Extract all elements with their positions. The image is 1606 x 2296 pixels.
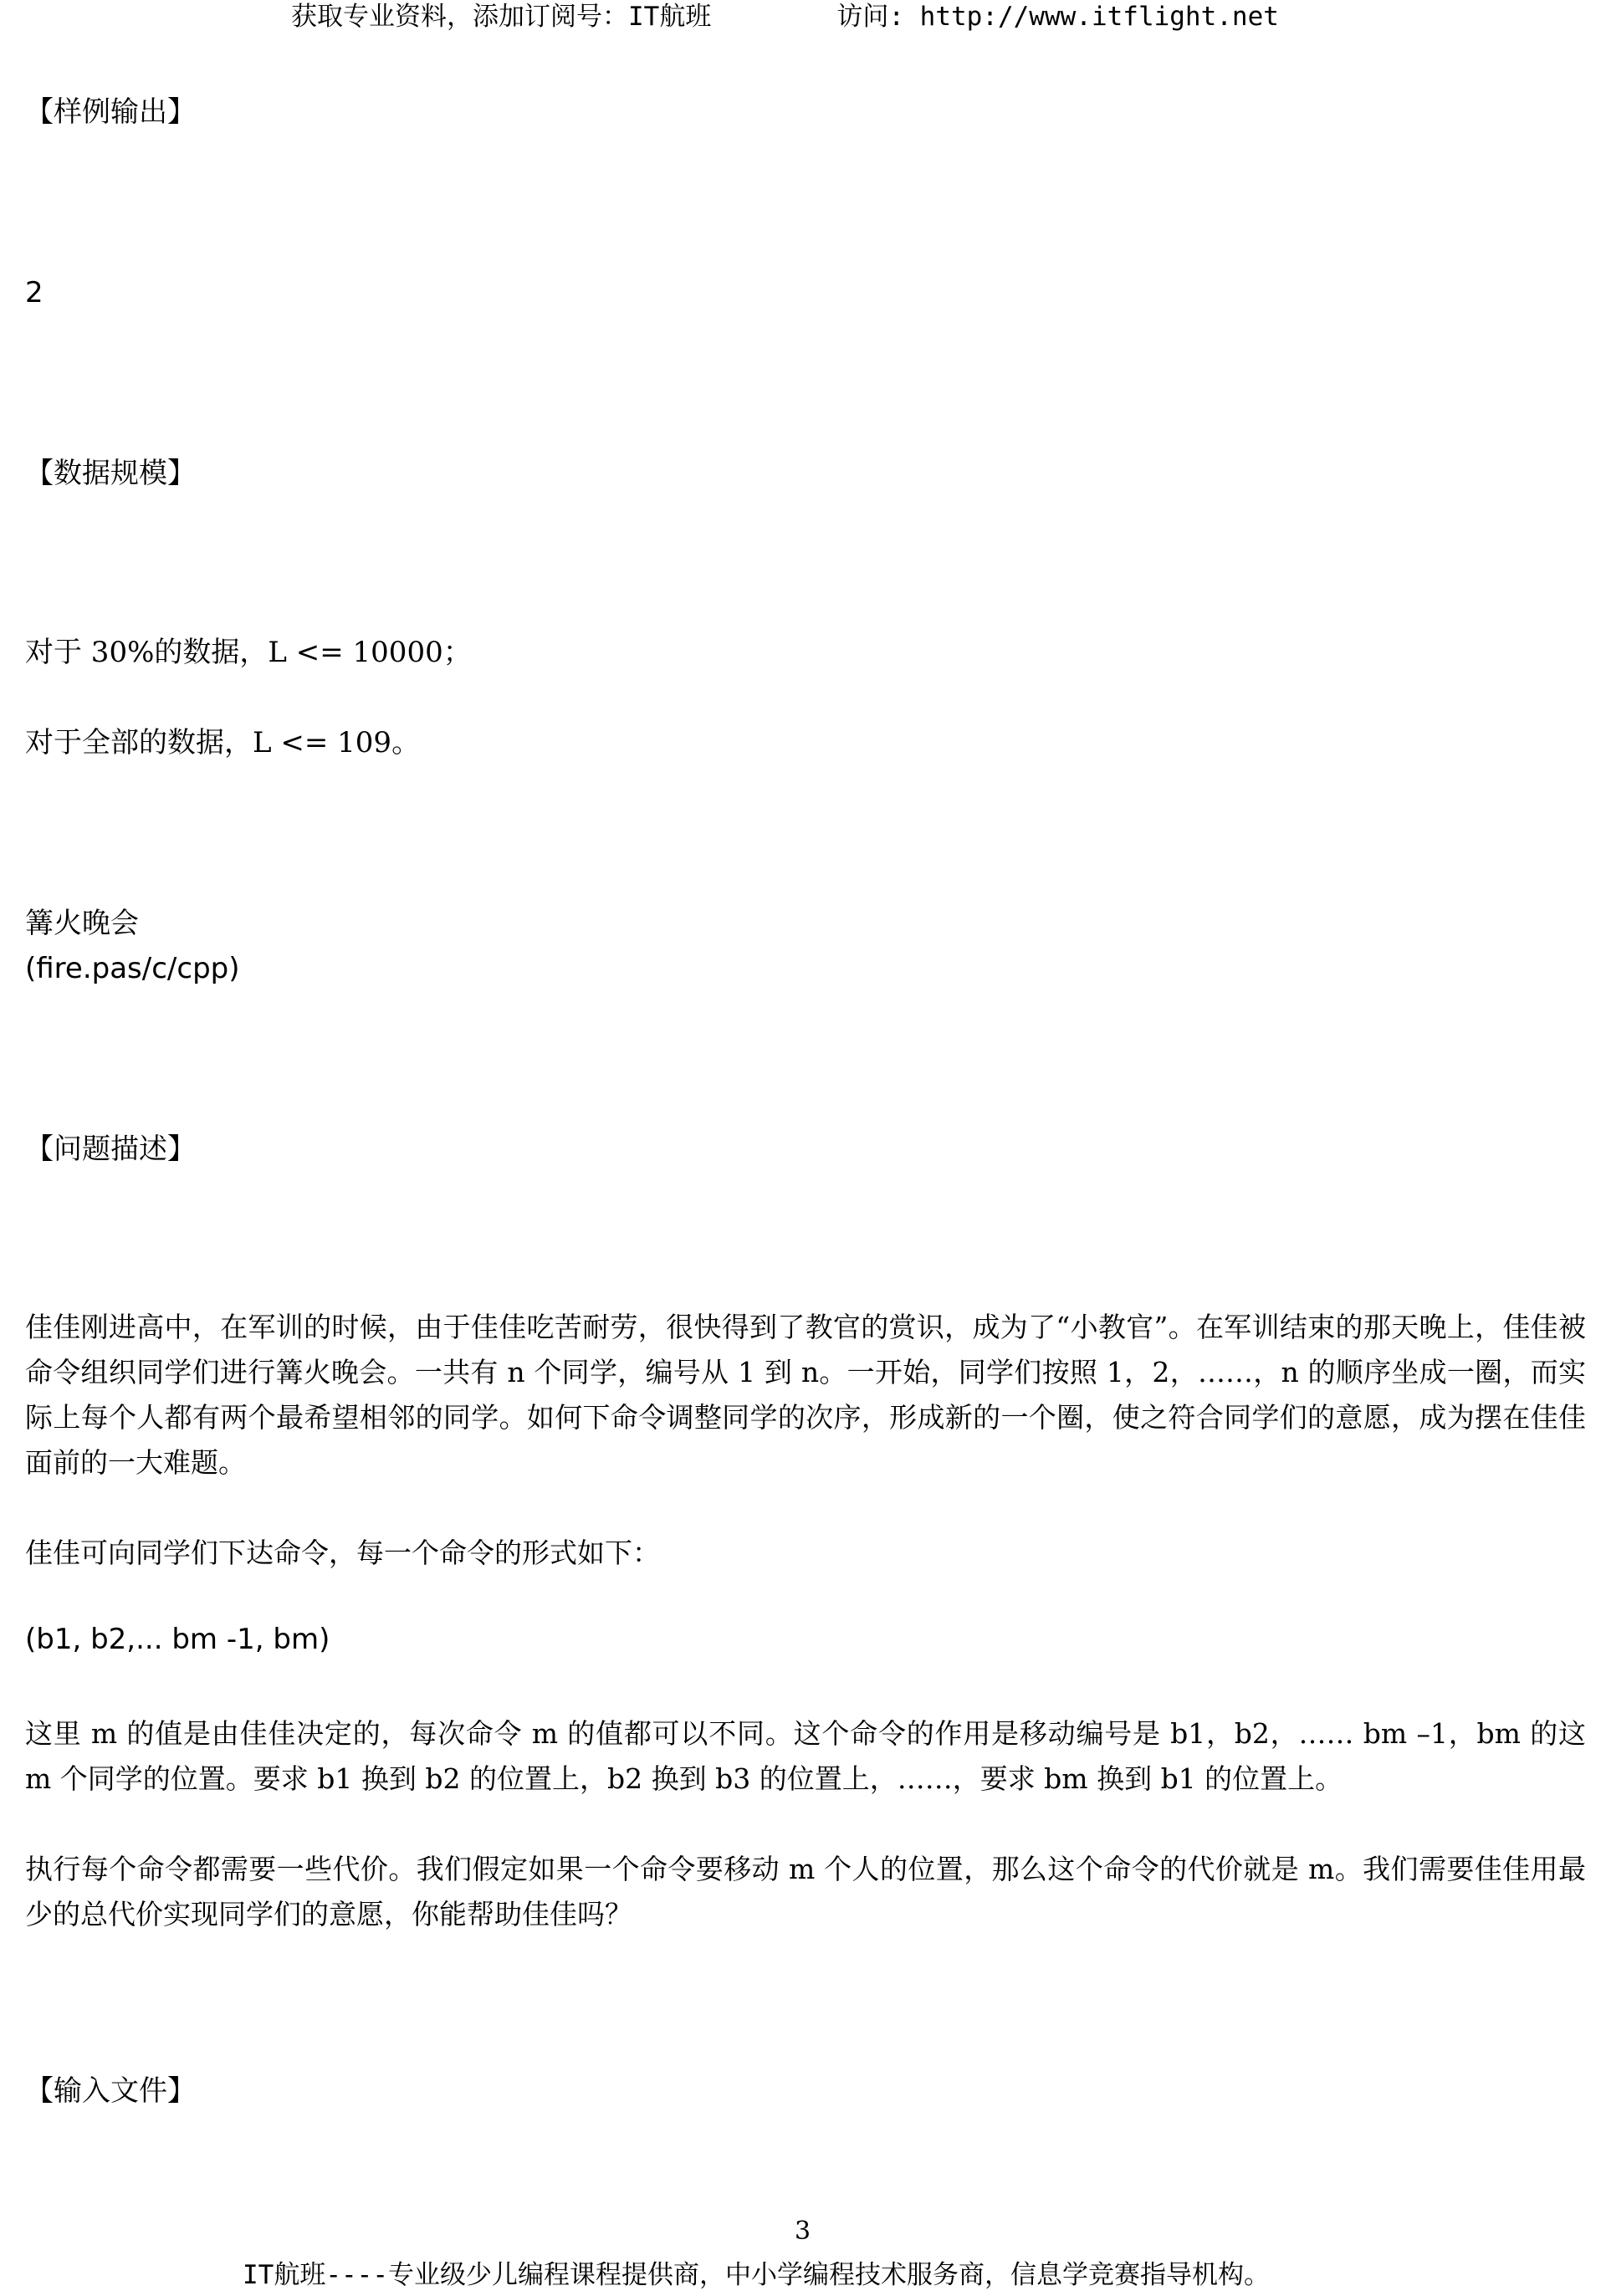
problem-title: 篝火晚会 [25, 907, 139, 940]
sample-output-heading: 【样例输出】 [25, 95, 196, 129]
header-subscribe-text: 获取专业资料，添加订阅号：IT航班 [291, 2, 712, 32]
description-heading: 【问题描述】 [25, 1133, 196, 1166]
data-scale-line-1: 对于 30%的数据，L <= 10000； [25, 636, 472, 669]
input-file-heading: 【输入文件】 [25, 2074, 196, 2108]
description-paragraph-2: 佳佳可向同学们下达命令，每一个命令的形式如下： [25, 1537, 660, 1569]
command-format: (b1, b2,... bm -1, bm) [25, 1623, 330, 1656]
description-paragraph-1: 佳佳刚进高中，在军训的时候，由于佳佳吃苦耐劳，很快得到了教官的赏识，成为了“小教官”。在军训结束的那天晚上，佳佳被命令组织同学们进行篝火晚会。一共有 n 个同学，编号从 1 到 n。一开始，同学们按照 1，2，……，n 的顺序坐成一圈，而实际上每个人都有两个最希望相邻的同学。如何下命令调整同学的次序，形成新的一个圈，使之符合同学们的意愿，成为摆在佳佳面前的一大难题。 [25, 1311, 1586, 1479]
page-header [291, 0, 1279, 33]
data-scale-heading: 【数据规模】 [25, 457, 196, 490]
data-scale-line-2: 对于全部的数据，L <= 109。 [25, 726, 421, 759]
description-paragraph-4: 执行每个命令都需要一些代价。我们假定如果一个命令要移动 m 个人的位置，那么这个命令的代价就是 m。我们需要佳佳用最少的总代价实现同学们的意愿，你能帮助佳佳吗？ [25, 1853, 1586, 1930]
sample-output-value: 2 [25, 276, 43, 309]
header-visit-link[interactable]: 访问: http://www.itflight.net [836, 2, 1279, 32]
description-paragraph-3: 这里 m 的值是由佳佳决定的，每次命令 m 的值都可以不同。这个命令的作用是移动编号是 b1，b2，…… bm –1，bm 的这 m 个同学的位置。要求 b1 换到 b2 的位置上，b2 换到 b3 的位置上，……，要求 bm 换到 b1 的位置上。 [25, 1717, 1586, 1795]
page-number: 3 [795, 2217, 811, 2246]
problem-filename: (fire.pas/c/cpp) [25, 952, 240, 985]
page-footer: IT航班----专业级少儿编程课程提供商，中小学编程技术服务商，信息学竞赛指导机构。 [243, 2260, 1270, 2290]
